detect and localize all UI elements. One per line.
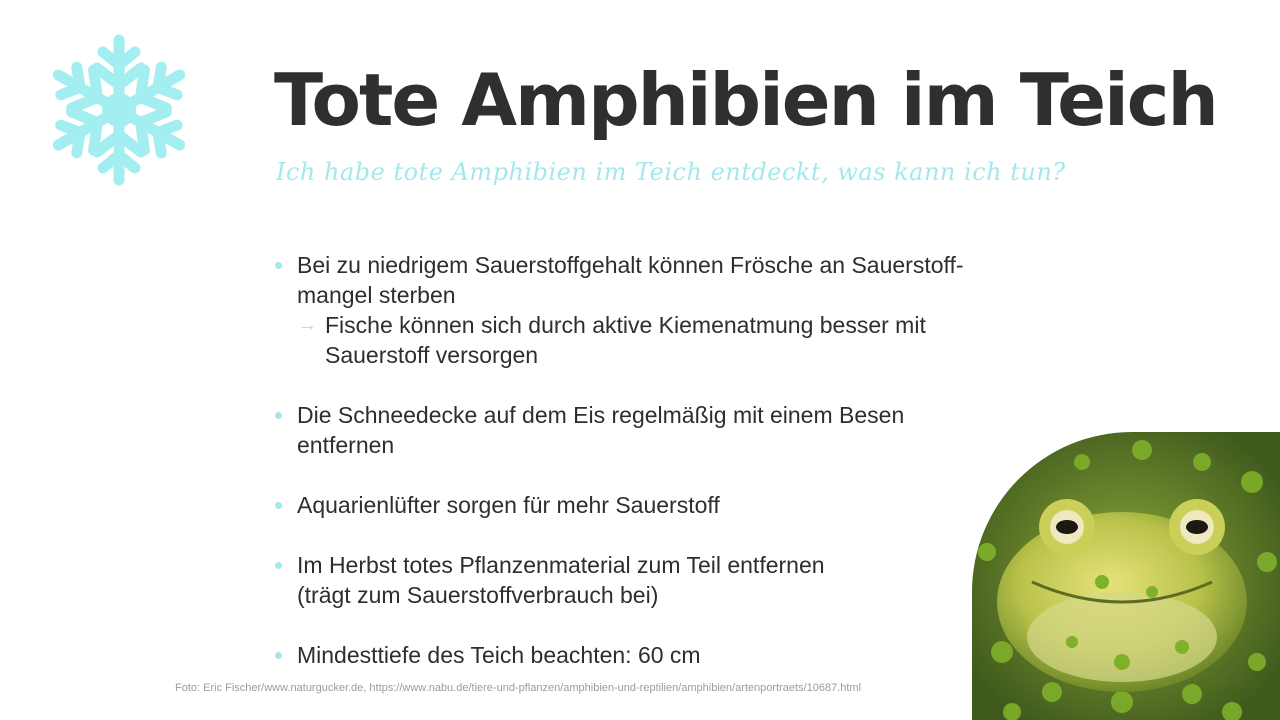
- arrow-right-icon: →: [297, 314, 317, 336]
- bullet-dot-icon: [275, 502, 282, 509]
- slide-title: Tote Amphibien im Teich: [274, 58, 1217, 142]
- bullet-item: [270, 400, 1030, 460]
- bullet-dot-icon: [275, 262, 282, 269]
- bullet-item: [270, 550, 1030, 610]
- bullet-text: Bei zu niedrigem Sauerstoffgehalt können Frösche an Sauerstoff-: [297, 252, 964, 278]
- bullet-text: (trägt zum Sauerstoffverbrauch bei): [297, 582, 659, 608]
- bullet-dot-icon: [275, 562, 282, 569]
- bullet-text: Aquarienlüfter sorgen für mehr Sauerstoff: [297, 492, 720, 518]
- bullet-text: Im Herbst totes Pflanzenmaterial zum Teil entfernen: [297, 552, 825, 578]
- snowflake-icon: [46, 30, 192, 190]
- bullet-dot-icon: [275, 652, 282, 659]
- bullet-dot-icon: [275, 412, 282, 419]
- slide-subtitle: Ich habe tote Amphibien im Teich entdeckt, was kann ich tun?: [276, 158, 1066, 186]
- bullet-item: [270, 250, 1030, 370]
- bullet-text: mangel sterben: [297, 282, 456, 308]
- bullet-list: [270, 250, 1030, 700]
- bullet-item: [270, 490, 1030, 520]
- sub-point-text: Fische können sich durch aktive Kiemenatmung besser mit: [325, 312, 926, 338]
- bullet-text: Die Schneedecke auf dem Eis regelmäßig mit einem Besen: [297, 402, 905, 428]
- photo-caption: Foto: Eric Fischer/www.naturgucker.de, https://www.nabu.de/tiere-und-pflanzen/amphibien-und-reptilien/amphibien/artenportraets/10687.html: [175, 682, 862, 694]
- sub-point-text: Sauerstoff versorgen: [325, 342, 539, 368]
- bullet-item: [270, 640, 1030, 670]
- sub-point: [297, 310, 1030, 370]
- bullet-text: Mindesttiefe des Teich beachten: 60 cm: [297, 642, 701, 668]
- bullet-text: entfernen: [297, 432, 395, 458]
